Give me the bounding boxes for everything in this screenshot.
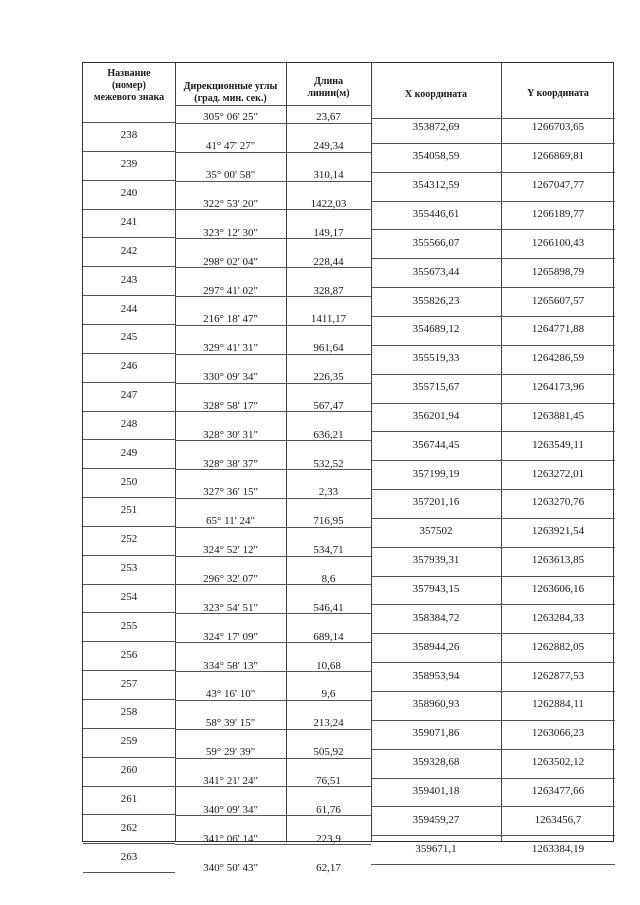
point-name: 258 — [120, 706, 138, 719]
x-coordinate: 355566,07 — [412, 236, 460, 249]
line-length: 567,47 — [313, 399, 344, 412]
y-coordinate: 1263272,01 — [531, 467, 585, 480]
row-divider — [83, 382, 175, 383]
y-coordinate: 1266869,81 — [531, 150, 585, 163]
y-coordinate: 1264286,59 — [531, 352, 585, 365]
x-coordinate: 357939,31 — [412, 554, 460, 567]
point-name: 262 — [120, 821, 138, 834]
x-coordinate: 359328,68 — [412, 756, 460, 769]
header-name: Название (номер) межевого знака — [93, 68, 165, 103]
direction-angle: 327° 36' 15" — [203, 486, 258, 499]
point-name: 247 — [120, 389, 138, 402]
direction-angle: 297° 41' 02" — [203, 284, 258, 297]
coordinates-table — [82, 62, 614, 874]
row-divider — [175, 498, 371, 499]
x-coordinate: 359401,18 — [412, 784, 460, 797]
row-divider — [175, 181, 371, 182]
row-divider — [83, 180, 175, 181]
x-coordinate: 358384,72 — [412, 611, 460, 624]
row-divider — [175, 844, 371, 845]
row-divider — [83, 555, 175, 556]
header-divider — [83, 122, 175, 123]
line-length: 223,9 — [316, 832, 341, 845]
y-coordinate: 1263284,33 — [531, 611, 585, 624]
y-coordinate: 1263066,23 — [531, 727, 585, 740]
point-name: 260 — [120, 764, 138, 777]
point-name: 263 — [120, 850, 138, 863]
point-name: 255 — [120, 619, 138, 632]
line-length: 62,17 — [316, 861, 341, 874]
x-coordinate: 358944,26 — [412, 640, 460, 653]
direction-angle: 298° 02' 04" — [203, 255, 258, 268]
point-name: 259 — [120, 735, 138, 748]
y-coordinate: 1266189,77 — [531, 207, 585, 220]
row-divider — [83, 843, 175, 844]
row-divider — [371, 258, 615, 259]
direction-angle: 58° 39' 15" — [205, 717, 256, 730]
point-name: 254 — [120, 591, 138, 604]
row-divider — [371, 778, 615, 779]
direction-angle: 323° 12' 30" — [203, 226, 258, 239]
row-divider — [371, 749, 615, 750]
point-name: 243 — [120, 273, 138, 286]
x-coordinate: 356744,45 — [412, 438, 460, 451]
x-coordinate: 355519,33 — [412, 352, 460, 365]
point-name: 253 — [120, 562, 138, 575]
line-length: 1411,17 — [310, 313, 347, 326]
row-divider — [83, 526, 175, 527]
row-divider — [371, 143, 615, 144]
row-divider — [371, 864, 615, 865]
row-divider — [371, 229, 615, 230]
point-name: 250 — [120, 475, 138, 488]
row-divider — [83, 699, 175, 700]
row-divider — [83, 266, 175, 267]
row-divider — [175, 123, 371, 124]
x-coordinate: 355673,44 — [412, 265, 460, 278]
line-length: 532,52 — [313, 457, 344, 470]
row-divider — [83, 612, 175, 613]
point-name: 246 — [120, 360, 138, 373]
line-length: 636,21 — [313, 428, 344, 441]
row-divider — [175, 383, 371, 384]
x-coordinate: 358960,93 — [412, 698, 460, 711]
row-divider — [175, 786, 371, 787]
direction-angle: 324° 52' 12" — [203, 544, 258, 557]
row-divider — [175, 411, 371, 412]
row-divider — [83, 439, 175, 440]
row-divider — [83, 209, 175, 210]
row-divider — [83, 670, 175, 671]
x-coordinate: 358953,94 — [412, 669, 460, 682]
y-coordinate: 1265898,79 — [531, 265, 585, 278]
direction-angle: 330° 09' 34" — [203, 371, 258, 384]
direction-angle: 324° 17' 09" — [203, 630, 258, 643]
point-name: 252 — [120, 533, 138, 546]
row-divider — [175, 469, 371, 470]
y-coordinate: 1265607,57 — [531, 294, 585, 307]
row-divider — [175, 440, 371, 441]
header-x: X координата — [404, 89, 468, 100]
y-coordinate: 1263384,19 — [531, 842, 585, 855]
y-coordinate: 1264173,96 — [531, 381, 585, 394]
y-coordinate: 1263477,66 — [531, 784, 585, 797]
direction-angle: 59° 29' 39" — [205, 746, 256, 759]
direction-angle: 216° 18' 47" — [203, 313, 258, 326]
point-name: 242 — [120, 244, 138, 257]
direction-angle: 323° 54' 51" — [203, 601, 258, 614]
header-divider — [371, 118, 615, 119]
x-coordinate: 359071,86 — [412, 727, 460, 740]
x-coordinate: 357201,16 — [412, 496, 460, 509]
row-divider — [83, 728, 175, 729]
row-divider — [83, 584, 175, 585]
x-coordinate: 357199,19 — [412, 467, 460, 480]
line-length: 310,14 — [313, 169, 344, 182]
y-coordinate: 1263606,16 — [531, 583, 585, 596]
row-divider — [371, 345, 615, 346]
row-divider — [175, 758, 371, 759]
line-length: 8,6 — [321, 573, 336, 586]
row-divider — [371, 604, 615, 605]
row-divider — [83, 237, 175, 238]
line-length: 226,35 — [313, 371, 344, 384]
y-coordinate: 1263270,76 — [531, 496, 585, 509]
row-divider — [371, 518, 615, 519]
y-coordinate: 1263549,11 — [532, 438, 584, 451]
row-divider — [83, 814, 175, 815]
header-divider — [175, 105, 371, 106]
row-divider — [83, 151, 175, 152]
row-divider — [83, 497, 175, 498]
direction-angle: 334° 58' 13" — [203, 659, 258, 672]
row-divider — [371, 460, 615, 461]
direction-angle: 340° 09' 34" — [203, 803, 258, 816]
direction-angle: 43° 16' 10" — [205, 688, 256, 701]
direction-angle: 341° 21' 24" — [203, 774, 258, 787]
row-divider — [175, 584, 371, 585]
direction-angle: 328° 30' 31" — [203, 428, 258, 441]
row-divider — [371, 431, 615, 432]
point-name: 241 — [120, 215, 138, 228]
y-coordinate: 1267047,77 — [531, 179, 585, 192]
direction-angle: 328° 38' 37" — [203, 457, 258, 470]
row-divider — [175, 729, 371, 730]
x-coordinate: 357502 — [419, 525, 453, 538]
y-coordinate: 1263921,54 — [531, 525, 585, 538]
row-divider — [175, 238, 371, 239]
point-name: 245 — [120, 331, 138, 344]
row-divider — [371, 403, 615, 404]
row-divider — [371, 720, 615, 721]
line-length: 2,33 — [318, 486, 339, 499]
row-divider — [83, 411, 175, 412]
row-divider — [371, 662, 615, 663]
row-divider — [175, 613, 371, 614]
point-name: 256 — [120, 648, 138, 661]
direction-angle: 329° 41' 31" — [203, 342, 258, 355]
x-coordinate: 359459,27 — [412, 813, 460, 826]
direction-angle: 322° 53' 20" — [203, 197, 258, 210]
direction-angle: 340° 50' 43" — [203, 861, 258, 874]
row-divider — [175, 354, 371, 355]
row-divider — [175, 527, 371, 528]
y-coordinate: 1266703,65 — [531, 121, 585, 134]
line-length: 61,76 — [316, 803, 341, 816]
y-coordinate: 1262884,11 — [532, 698, 584, 711]
y-coordinate: 1264771,88 — [531, 323, 585, 336]
row-divider — [83, 641, 175, 642]
point-name: 251 — [120, 504, 138, 517]
line-length: 213,24 — [313, 717, 344, 730]
point-name: 239 — [120, 158, 138, 171]
y-coordinate: 1263613,85 — [531, 554, 585, 567]
direction-angle: 35° 00' 58" — [205, 169, 256, 182]
row-divider — [371, 547, 615, 548]
row-divider — [175, 152, 371, 153]
line-length: 961,64 — [313, 342, 344, 355]
line-length: 1422,03 — [310, 197, 347, 210]
y-coordinate: 1262877,53 — [531, 669, 585, 682]
row-divider — [175, 556, 371, 557]
point-name: 240 — [120, 187, 138, 200]
row-divider — [175, 815, 371, 816]
direction-angle: 65° 11' 24" — [206, 515, 255, 528]
line-length: 328,87 — [313, 284, 344, 297]
y-coordinate: 1263456,7 — [534, 813, 582, 826]
line-length: 10,68 — [316, 659, 341, 672]
direction-angle: 328° 58' 17" — [203, 399, 258, 412]
point-name: 238 — [120, 129, 138, 142]
row-divider — [371, 201, 615, 202]
row-divider — [83, 757, 175, 758]
y-coordinate: 1262882,05 — [531, 640, 585, 653]
header-length: Длина линии(м) — [307, 76, 350, 99]
line-length: 249,34 — [313, 140, 344, 153]
row-divider — [371, 633, 615, 634]
x-coordinate: 357943,15 — [412, 583, 460, 596]
row-divider — [371, 806, 615, 807]
row-divider — [371, 374, 615, 375]
row-divider — [175, 700, 371, 701]
header-angles: Дирекционные углы (град. мин. сек.) — [183, 81, 278, 104]
row-divider — [175, 296, 371, 297]
row-divider — [175, 671, 371, 672]
x-coordinate: 359671,1 — [415, 842, 457, 855]
point-name: 249 — [120, 446, 138, 459]
row-divider — [83, 353, 175, 354]
direction-angle: 296° 32' 07" — [203, 573, 258, 586]
line-length: 534,71 — [313, 544, 344, 557]
row-divider — [371, 691, 615, 692]
row-divider — [175, 325, 371, 326]
x-coordinate: 354058,59 — [412, 150, 460, 163]
row-divider — [175, 209, 371, 210]
y-coordinate: 1266100,43 — [531, 236, 585, 249]
line-length: 505,92 — [313, 746, 344, 759]
x-coordinate: 353872,69 — [412, 121, 460, 134]
header-y: Y координата — [527, 88, 589, 99]
direction-angle: 341° 06' 14" — [203, 832, 258, 845]
line-length: 9,6 — [321, 688, 336, 701]
point-name: 257 — [120, 677, 138, 690]
line-length: 76,51 — [316, 774, 341, 787]
x-coordinate: 356201,94 — [412, 409, 460, 422]
row-divider — [83, 872, 175, 873]
x-coordinate: 355826,23 — [412, 294, 460, 307]
x-coordinate: 354689,12 — [412, 323, 460, 336]
point-name: 261 — [120, 792, 138, 805]
row-divider — [371, 287, 615, 288]
line-length: 149,17 — [313, 226, 344, 239]
point-name: 248 — [120, 417, 138, 430]
row-divider — [371, 576, 615, 577]
line-length: 689,14 — [313, 630, 344, 643]
y-coordinate: 1263881,45 — [531, 409, 585, 422]
row-divider — [83, 324, 175, 325]
line-length: 228,44 — [313, 255, 344, 268]
row-divider — [371, 489, 615, 490]
row-divider — [371, 835, 615, 836]
line-length: 546,41 — [313, 601, 344, 614]
line-length: 716,95 — [313, 515, 344, 528]
row-divider — [83, 468, 175, 469]
x-coordinate: 355715,67 — [412, 381, 460, 394]
row-divider — [83, 786, 175, 787]
row-divider — [83, 295, 175, 296]
point-name: 244 — [120, 302, 138, 315]
direction-angle: 305° 06' 25" — [203, 111, 258, 124]
row-divider — [175, 642, 371, 643]
x-coordinate: 354312,59 — [412, 179, 460, 192]
direction-angle: 41° 47' 27" — [205, 140, 256, 153]
row-divider — [175, 267, 371, 268]
line-length: 23,67 — [316, 111, 341, 124]
row-divider — [371, 316, 615, 317]
x-coordinate: 355446,61 — [412, 207, 460, 220]
y-coordinate: 1263502,12 — [531, 756, 585, 769]
row-divider — [371, 172, 615, 173]
